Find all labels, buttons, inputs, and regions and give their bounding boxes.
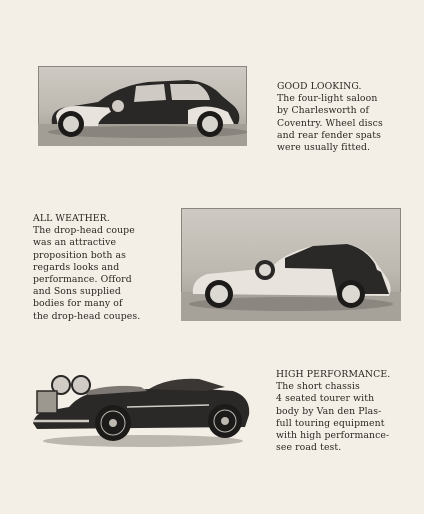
caption-line: bodies for many of <box>33 298 123 310</box>
section-heading: ALL WEATHER. <box>33 213 110 224</box>
caption-line: The four-light saloon <box>277 93 378 105</box>
caption-line: the drop-head coupes. <box>33 310 141 322</box>
caption-line: full touring equipment <box>276 417 385 429</box>
section-caption-tourer <box>276 369 390 454</box>
caption-line: performance. Offord <box>33 274 132 286</box>
caption-line: were usually fitted. <box>277 142 371 154</box>
caption-line: regards looks and <box>33 261 120 273</box>
caption-line: and rear fender spats <box>277 129 381 141</box>
caption-line: proposition both as <box>33 249 126 261</box>
caption-line: 4 seated tourer with <box>276 393 375 405</box>
tourer-car-photo <box>29 363 257 449</box>
caption-line: was an attractive <box>33 237 117 249</box>
caption-line: with high performance- <box>276 430 390 442</box>
caption-line: see road test. <box>276 442 342 454</box>
caption-line: by Charlesworth of <box>277 105 370 117</box>
drophead-coupe-photo <box>181 208 401 321</box>
caption-line: The drop-head coupe <box>33 225 135 237</box>
caption-line: Coventry. Wheel discs <box>277 117 383 129</box>
section-caption-drophead <box>33 213 140 323</box>
section-caption-saloon <box>277 81 383 154</box>
caption-line: and Sons supplied <box>33 286 121 298</box>
caption-line: The short chassis <box>276 381 360 393</box>
saloon-car-photo <box>38 66 247 146</box>
section-heading: HIGH PERFORMANCE. <box>276 369 391 380</box>
caption-line: body by Van den Plas- <box>276 405 382 417</box>
section-heading: GOOD LOOKING. <box>277 81 362 92</box>
